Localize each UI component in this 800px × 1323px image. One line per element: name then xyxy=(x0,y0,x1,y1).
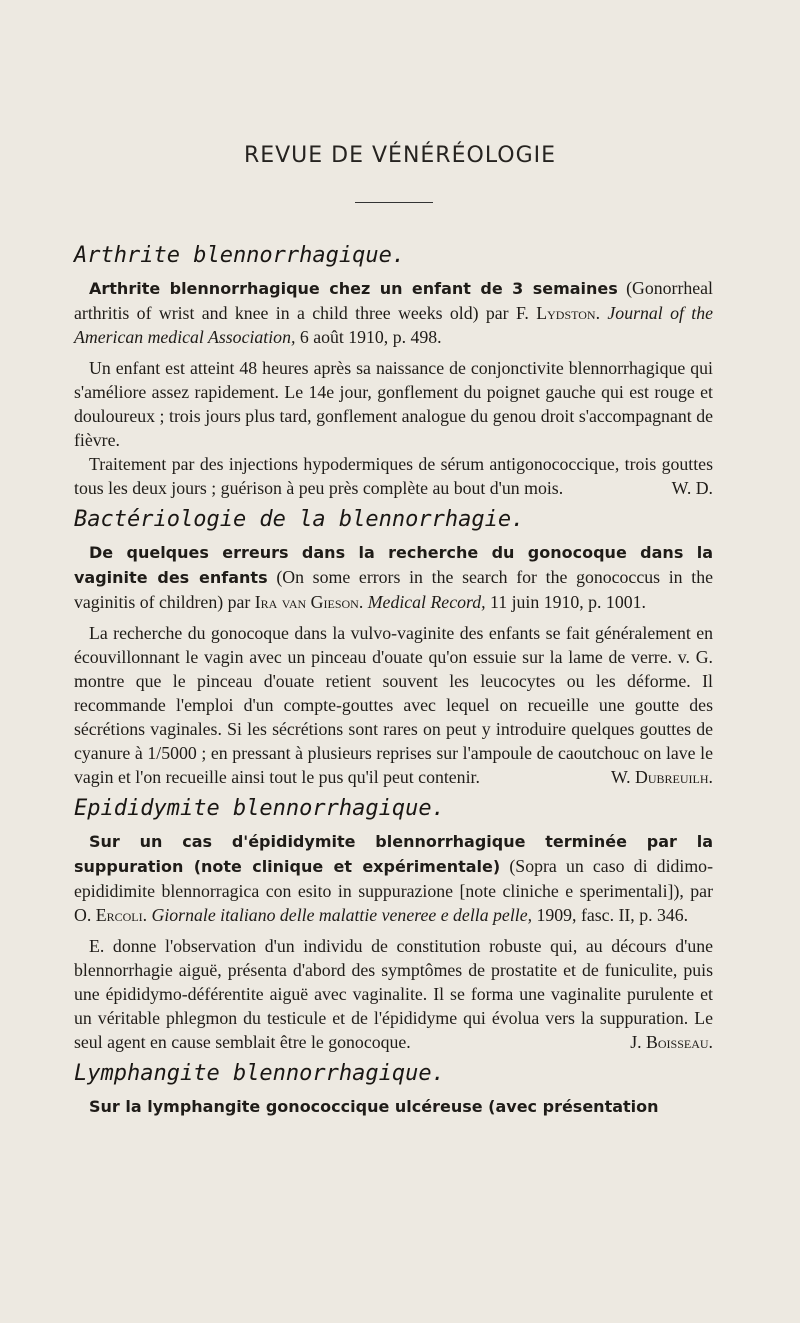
signature: W. D. xyxy=(671,478,713,498)
reference-date: 11 juin 1910, p. 1001. xyxy=(485,592,646,612)
reference-date: 6 août 1910, p. 498. xyxy=(295,327,442,347)
article-body xyxy=(74,240,713,1119)
paragraph: Un enfant est atteint 48 heures après sa naissance de conjonctivite blennorrhagique qui s'améliore assez rapidement. Le 14e jour, gonflement du poignet gauche qui est rouge et douloureux ; trois jours plus tard, gonflement analogue du genou droit s'accompagnant de fièvre. xyxy=(74,358,713,450)
paragraph xyxy=(74,934,713,1054)
section-heading-arthrite: Arthrite blennorrhagique. xyxy=(74,243,406,268)
reference-journal: Giornale italiano delle malattie veneree e della pelle, xyxy=(151,905,533,925)
reference-text: (Sopra un caso di didimo-epididimite blennorragica con esito in suppurazione [note cliniche e sperimentali]), par O. xyxy=(74,856,713,925)
paragraph-text: La recherche du gonocoque dans la vulvo-vaginite des enfants se fait généralement en écouvillonnant le vagin avec un pinceau d'ouate qu'on essuie sur la lame de verre. v. G. montre que le pinceau d'ouate retient souvent les leucocytes ou les déforme. Il recommande l'emploi d'un compte-gouttes avec lequel on recueille une goutte des sécrétions vaginales. Si les sécrétions sont rares on peut y introduire quelques gouttes de cyanure à 1/5000 ; en pressant à plusieurs reprises sur l'ampoule de caoutchouc on lave le vagin et l'on recueille ainsi tout le pus qu'il peut contenir. xyxy=(74,623,713,787)
reference-title: Sur la lymphangite gonococcique ulcéreuse (avec présentation xyxy=(89,1097,659,1116)
reference-text: . xyxy=(142,905,152,925)
section-heading-epididymite: Epididymite blennorrhagique. xyxy=(74,796,445,821)
reference-author: Ira van Gieson xyxy=(254,592,359,612)
reference-journal: Medical Record, xyxy=(367,592,486,612)
reference-epididymite xyxy=(74,829,713,927)
paragraph xyxy=(74,621,713,789)
reference-bacteriologie xyxy=(74,540,713,614)
reference-author: Lydston xyxy=(536,303,596,323)
reference-text: (On some errors in the search for the gonococcus in the vaginitis of children) par xyxy=(74,567,713,612)
reference-journal: Journal of the American medical Association, xyxy=(74,303,714,347)
reference-arthrite xyxy=(74,276,713,349)
section-heading-bacteriologie: Bactériologie de la blennorrhagie. xyxy=(74,507,525,532)
reference-text: . xyxy=(595,303,608,323)
paragraph xyxy=(74,452,713,500)
section-heading-lymphangite: Lymphangite blennorrhagique. xyxy=(74,1061,445,1086)
reference-title: Sur un cas d'épididymite blennorrhagique terminée par la suppuration (note clinique et expérimentale) xyxy=(74,832,713,876)
reference-text: (Gonorrheal arthritis of wrist and knee in a child three weeks old) par F. xyxy=(74,278,713,323)
paragraph-text: Traitement par des injections hypodermiques de sérum antigonococcique, trois gouttes tous les deux jours ; guérison à peu près complète au bout d'un mois. xyxy=(74,454,713,498)
reference-lymphangite xyxy=(74,1094,713,1119)
title-divider xyxy=(355,202,433,203)
signature: J. Boisseau. xyxy=(630,1032,713,1052)
signature: W. Dubreuilh. xyxy=(611,767,713,787)
page-title: REVUE DE VÉNÉRÉOLOGIE xyxy=(243,143,557,168)
reference-title: De quelques erreurs dans la recherche du gonocoque dans la vaginite des enfants xyxy=(74,543,713,587)
reference-title: Arthrite blennorrhagique chez un enfant de 3 semaines xyxy=(89,279,618,298)
reference-author: Ercoli xyxy=(95,905,143,925)
reference-date: 1909, fasc. II, p. 346. xyxy=(532,905,689,925)
reference-text: . xyxy=(358,592,368,612)
paragraph-text: E. donne l'observation d'un individu de constitution robuste qui, au décours d'une blennorrhagie aiguë, présenta d'abord des symptômes de prostatite et de funiculite, puis une épididymo-déférentite aiguë avec vaginalite. Il se forma une vaginalite purulente et un véritable phlegmon du testicule et de l'épididyme qui évolua vers la suppuration. Le seul agent en cause semblait être le gonocoque. xyxy=(74,936,713,1052)
